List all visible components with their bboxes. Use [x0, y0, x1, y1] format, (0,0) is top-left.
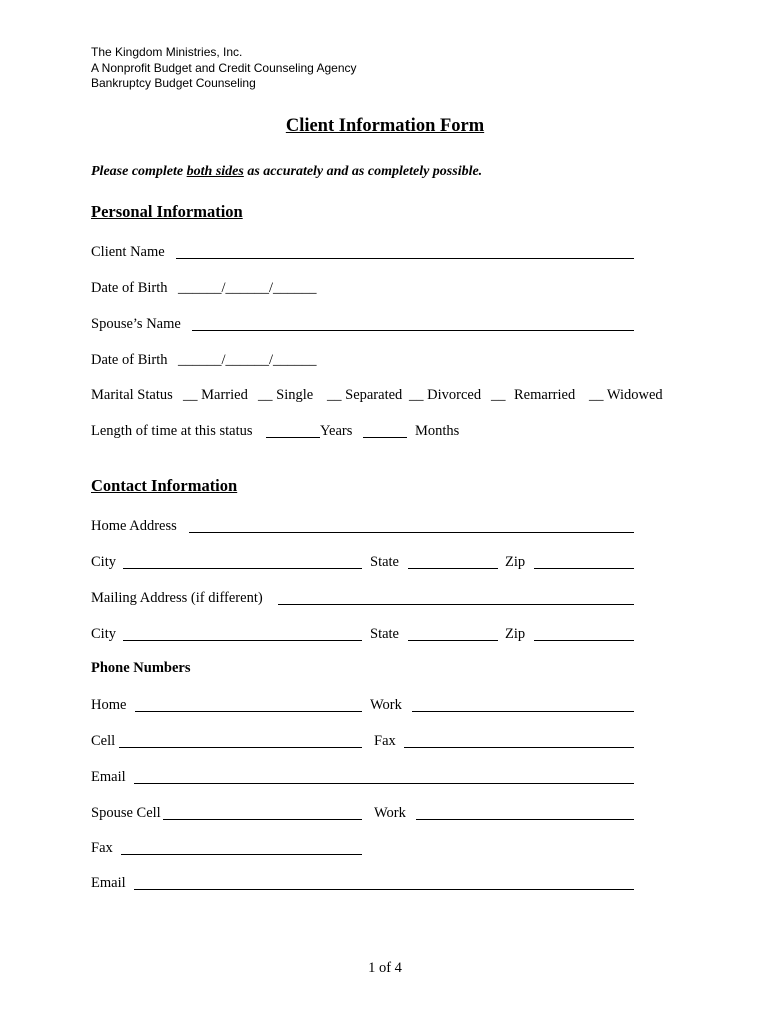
marital-option-remarried: Remarried [514, 387, 576, 403]
city-field[interactable] [123, 568, 362, 569]
home-phone-field[interactable] [135, 711, 362, 712]
cell-field[interactable] [119, 747, 362, 748]
marital-option-remarried-blank[interactable]: __ [491, 387, 506, 403]
years-field[interactable] [266, 437, 320, 438]
personal-info-heading: Personal Information [91, 202, 243, 221]
spouse-fax-label: Fax [91, 840, 113, 856]
email-label: Email [91, 769, 126, 785]
marital-option-widowed[interactable]: __ Widowed [589, 387, 663, 403]
mailing-state-label: State [370, 626, 399, 642]
months-field[interactable] [363, 437, 407, 438]
client-name-field[interactable] [176, 258, 634, 259]
spouse-dob-field[interactable]: ______/______/______ [178, 352, 317, 368]
marital-option-married[interactable]: __ Married [183, 387, 248, 403]
page-number: 1 of 4 [368, 960, 402, 976]
months-label: Months [415, 423, 460, 439]
spouse-email-field[interactable] [134, 889, 634, 890]
mailing-address-label: Mailing Address (if different) [91, 590, 263, 606]
instructions-emphasis: both sides [186, 164, 244, 179]
fax-field[interactable] [404, 747, 634, 748]
home-address-field[interactable] [189, 532, 634, 533]
agency-description: A Nonprofit Budget and Credit Counseling Agency [91, 60, 357, 75]
mailing-state-field[interactable] [408, 640, 498, 641]
spouse-cell-label: Spouse Cell [91, 805, 161, 821]
instructions-end: as accurately and as completely possible. [243, 164, 483, 179]
state-label: State [370, 554, 399, 570]
mailing-city-field[interactable] [123, 640, 362, 641]
email-field[interactable] [134, 783, 634, 784]
length-of-status-label: Length of time at this status [91, 423, 253, 439]
mailing-city-label: City [91, 626, 116, 642]
contact-info-heading: Contact Information [91, 476, 238, 495]
dob-field[interactable]: ______/______/______ [178, 280, 317, 296]
spouse-work-field[interactable] [416, 819, 634, 820]
mailing-zip-field[interactable] [534, 640, 634, 641]
marital-option-divorced[interactable]: __ Divorced [409, 387, 482, 403]
dob-label: Date of Birth [91, 280, 168, 296]
mailing-zip-label: Zip [505, 626, 526, 642]
state-field[interactable] [408, 568, 498, 569]
agency-header [91, 45, 357, 92]
spouse-name-field[interactable] [192, 330, 634, 331]
work-phone-label: Work [370, 697, 402, 713]
marital-status-label: Marital Status [91, 387, 173, 403]
agency-service: Bankruptcy Budget Counseling [91, 76, 256, 90]
zip-label: Zip [505, 554, 526, 570]
fax-label: Fax [374, 733, 396, 749]
phone-numbers-heading: Phone Numbers [91, 660, 191, 676]
form-title: Client Information Form [285, 116, 485, 136]
spouse-fax-field[interactable] [121, 854, 362, 855]
marital-option-single[interactable]: __ Single [258, 387, 314, 403]
spouse-cell-field[interactable] [163, 819, 362, 820]
instructions [91, 164, 482, 180]
spouse-name-label: Spouse’s Name [91, 316, 181, 332]
zip-field[interactable] [534, 568, 634, 569]
home-phone-label: Home [91, 697, 127, 713]
years-label: Years [320, 423, 353, 439]
home-address-label: Home Address [91, 518, 177, 534]
cell-label: Cell [91, 733, 116, 749]
spouse-email-label: Email [91, 875, 126, 891]
spouse-work-label: Work [374, 805, 406, 821]
mailing-address-field[interactable] [278, 604, 634, 605]
spouse-dob-label: Date of Birth [91, 352, 168, 368]
work-phone-field[interactable] [412, 711, 634, 712]
instructions-start: Please complete [91, 164, 187, 179]
marital-option-separated[interactable]: __ Separated [327, 387, 403, 403]
city-label: City [91, 554, 116, 570]
agency-name: The Kingdom Ministries, Inc. [91, 45, 243, 59]
client-name-label: Client Name [91, 244, 165, 260]
